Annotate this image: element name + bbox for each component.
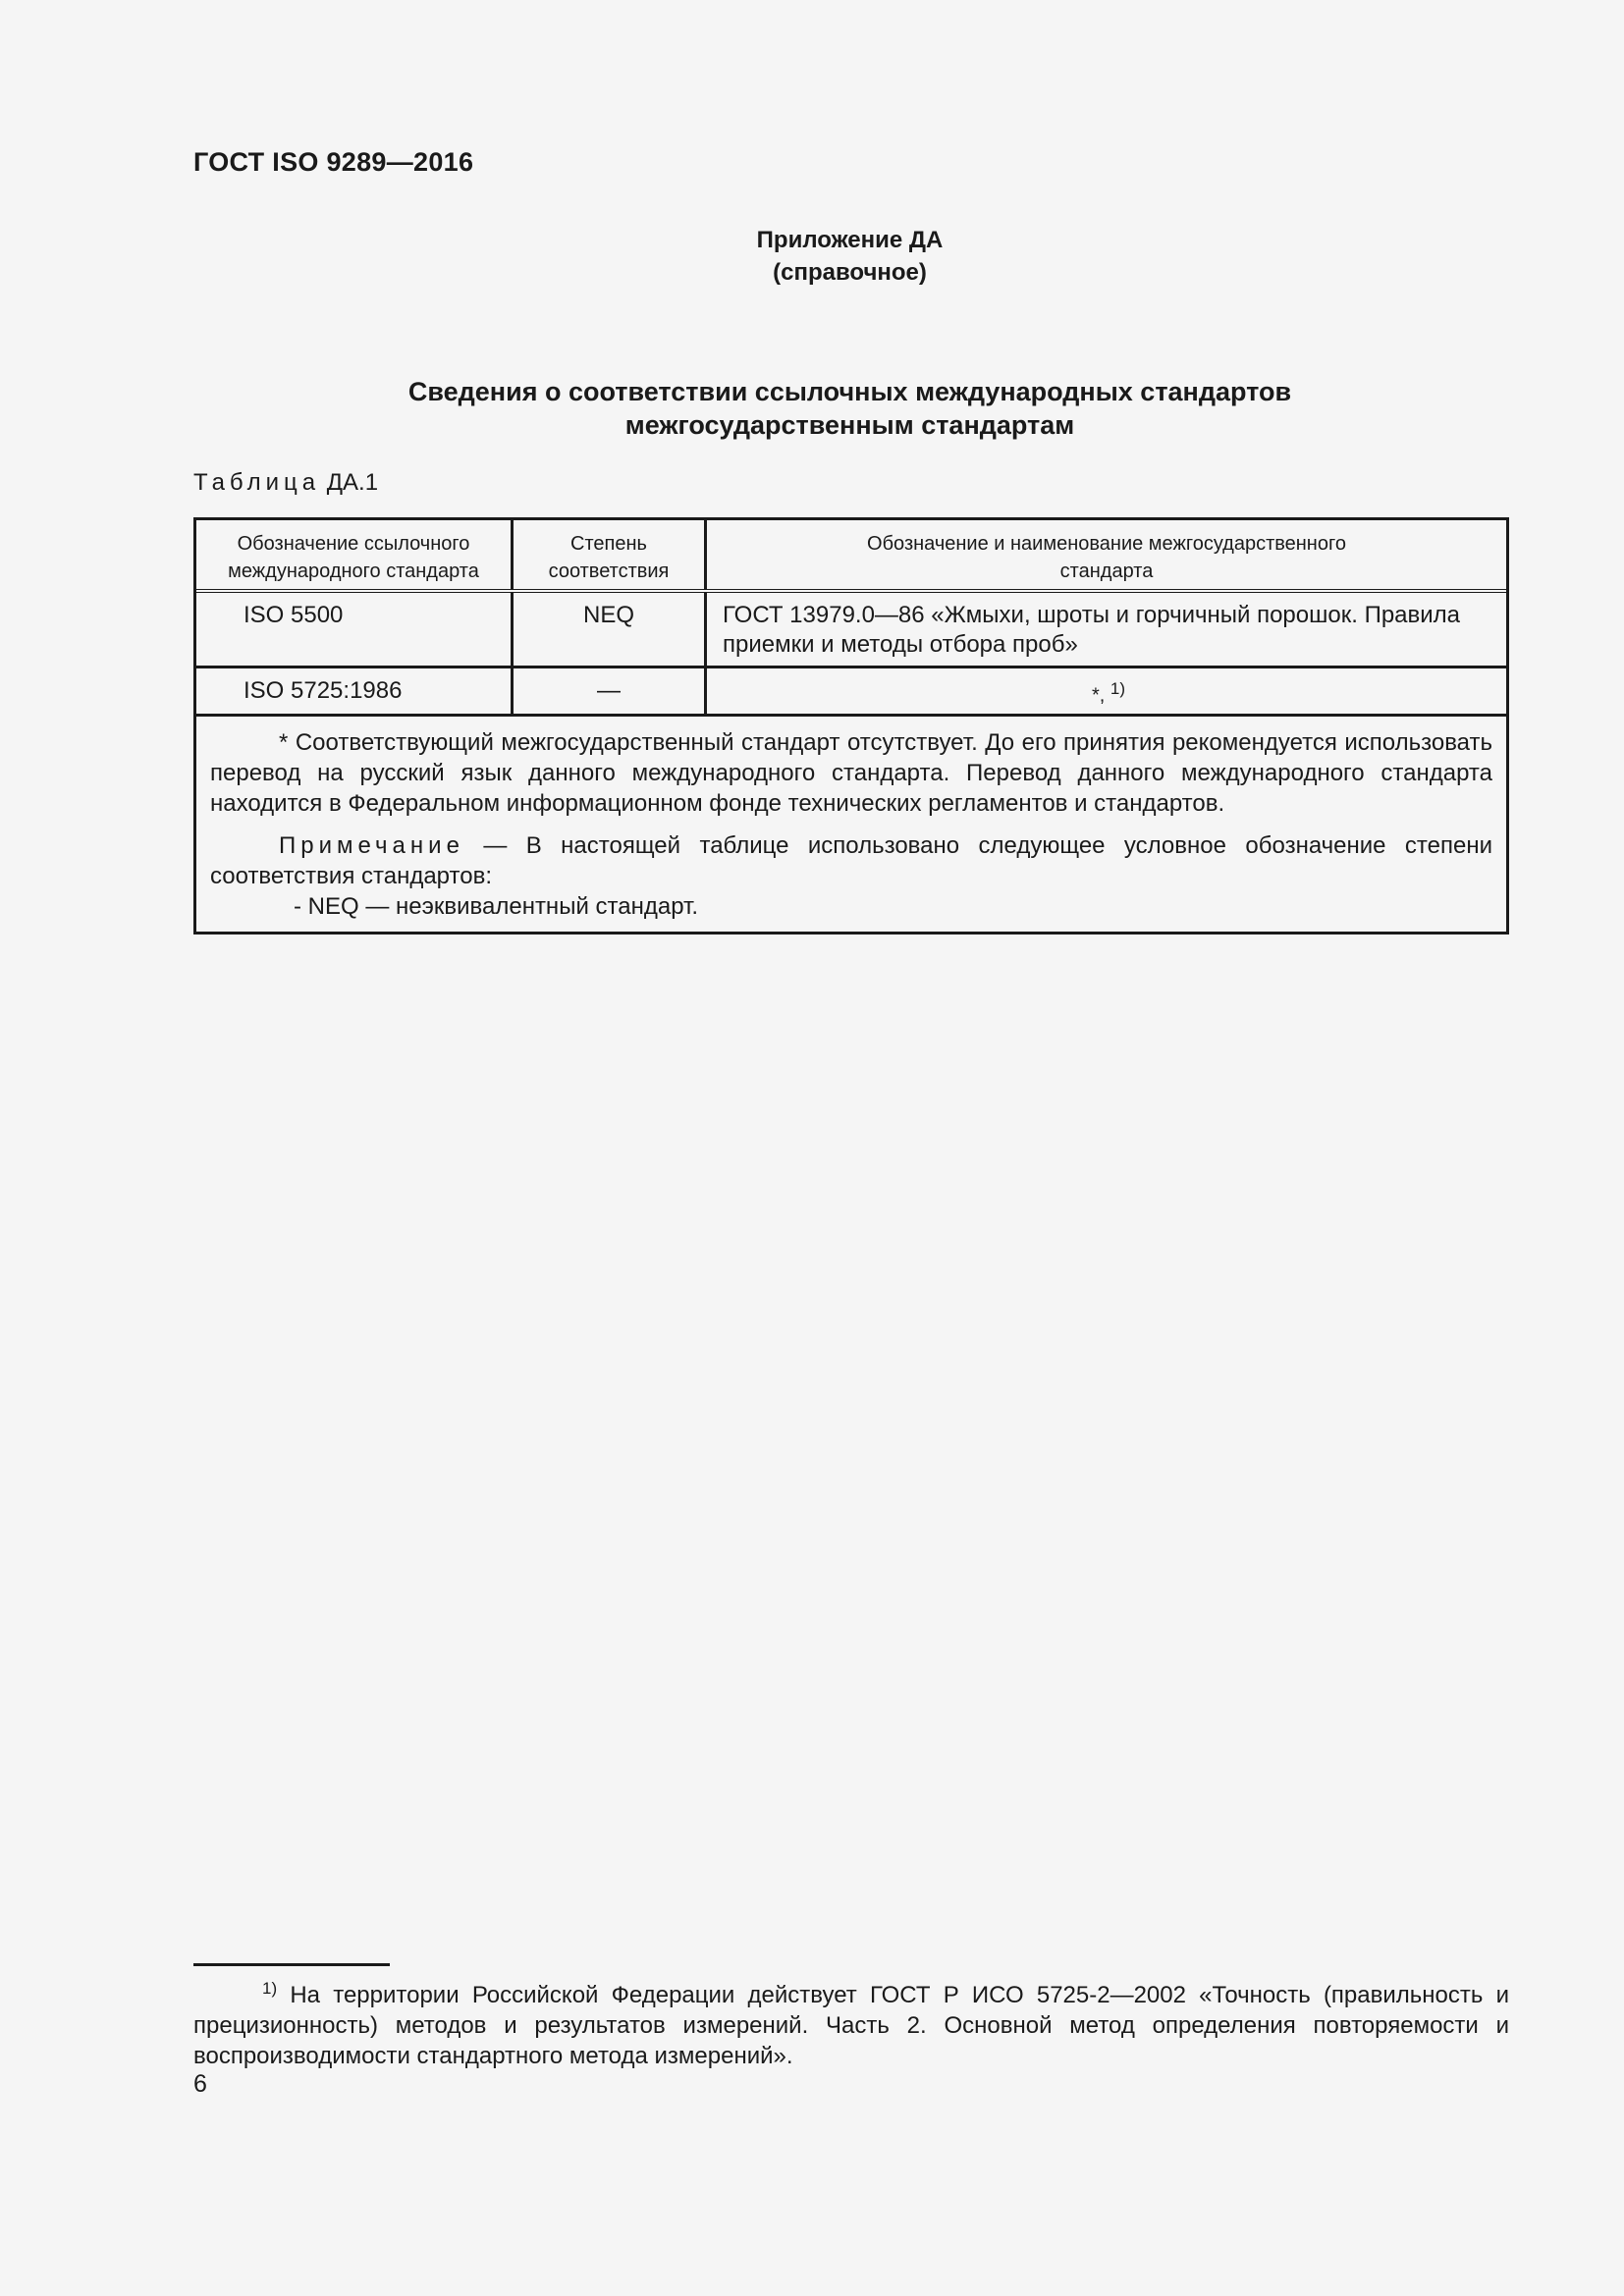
header-intl-line1: Обозначение ссылочного: [237, 533, 470, 555]
appendix-heading: [0, 224, 1624, 289]
cell-intl-standard: ISO 5500: [196, 593, 514, 666]
header-cell-interstate: [707, 520, 1506, 589]
footnote: [193, 1973, 1509, 2071]
asterisk-mark: *,: [1091, 684, 1106, 707]
cell-degree: NEQ: [514, 593, 707, 666]
table-caption: [193, 469, 378, 497]
page-number: 6: [193, 2070, 207, 2098]
correspondence-table: [193, 517, 1509, 934]
header-interstate-line2: стандарта: [1059, 561, 1154, 582]
section-title-line2: межгосударственным стандартам: [624, 410, 1075, 440]
remark-note: [210, 830, 1492, 891]
footnote-divider: [193, 1963, 390, 1966]
header-interstate-line1: Обозначение и наименование межгосударственного: [867, 533, 1346, 555]
appendix-title: Приложение ДА: [756, 227, 944, 253]
appendix-subtitle: (справочное): [773, 259, 927, 286]
table-notes: [196, 717, 1506, 932]
footnote-ref[interactable]: 1): [1110, 679, 1126, 698]
remark-label: Примечание: [279, 832, 464, 859]
cell-intl-standard: ISO 5725:1986: [196, 668, 514, 714]
section-title: [0, 375, 1624, 442]
footnote-marker: 1): [262, 1979, 278, 1998]
document-code: ГОСТ ISO 9289—2016: [193, 147, 474, 177]
header-degree-line2: соответствия: [548, 561, 670, 582]
table-row: [196, 593, 1506, 668]
cell-interstate-standard: [707, 668, 1506, 714]
header-cell-degree: [514, 520, 707, 589]
table-caption-number: ДА.1: [326, 469, 379, 496]
table-header-row: [196, 520, 1506, 593]
cell-interstate-standard: ГОСТ 13979.0—86 «Жмыхи, шроты и горчичный порошок. Правила приемки и методы отбора проб»: [723, 602, 1461, 658]
remark-text: — В настоящей таблице использовано следующее условное обозначение степени соответствия стандартов:: [210, 832, 1492, 889]
section-title-line1: Сведения о соответствии ссылочных международных стандартов: [407, 377, 1292, 406]
header-cell-intl: [196, 520, 514, 589]
header-intl-line2: международного стандарта: [228, 561, 479, 582]
table-row: [196, 668, 1506, 717]
footnote-text: На территории Российской Федерации действует ГОСТ Р ИСО 5725-2—2002 «Точность (правильность и прецизионность) методов и результатов измерений. Часть 2. Основной метод определения повторяемости и воспроизводимости стандартного метода измерений».: [193, 1982, 1509, 2069]
remark-list-item: - NEQ — неэквивалентный стандарт.: [294, 893, 699, 920]
cell-degree: —: [514, 668, 707, 714]
header-degree-line1: Степень: [570, 533, 647, 555]
table-caption-word: Таблица: [193, 469, 321, 496]
asterisk-note: * Соответствующий межгосударственный стандарт отсутствует. До его принятия рекомендуется использовать перевод на русский язык данного международного стандарта. Перевод данного международного стандарта находится в Федеральном информационном фонде технических регламентов и стандартов.: [210, 729, 1492, 817]
